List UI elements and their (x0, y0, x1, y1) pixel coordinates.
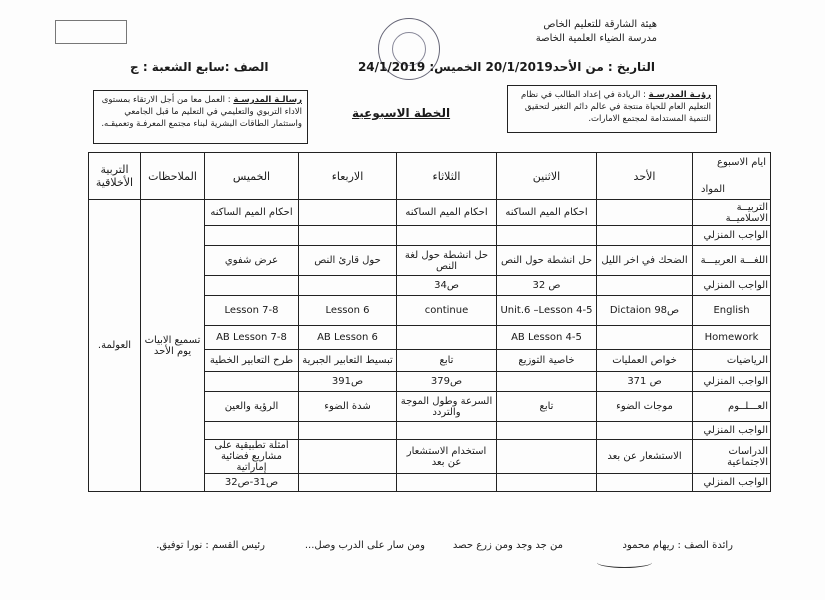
lesson-cell: Lesson 6 (299, 296, 397, 326)
homework-cell (299, 474, 397, 492)
authority-name: هيئة الشارقة للتعليم الخاص (543, 19, 657, 30)
quote-1: من جد وجد ومن زرع حصد (452, 540, 563, 551)
lesson-cell: عرض شفوي (205, 246, 299, 276)
lesson-cell: الرؤية والعين (205, 392, 299, 422)
subject-name: الرياضيات (693, 350, 771, 372)
homework-cell (597, 422, 693, 440)
vision-box (507, 85, 717, 133)
table-row (89, 200, 771, 226)
homework-cell (597, 474, 693, 492)
table-header-row (89, 153, 771, 200)
signature (597, 557, 652, 568)
lesson-cell: حل انشطة حول لغة النص (397, 246, 497, 276)
lesson-cell (299, 200, 397, 226)
homework-cell (397, 326, 497, 350)
homework-cell: ص391 (299, 372, 397, 392)
lesson-cell: تابع (497, 392, 597, 422)
homework-cell (597, 226, 693, 246)
homework-cell: ص379 (397, 372, 497, 392)
homework-label: الواجب المنزلي (693, 276, 771, 296)
lesson-cell: ص98 Dictaion (597, 296, 693, 326)
homework-cell: AB Lesson 7-8 (205, 326, 299, 350)
school-header (536, 18, 657, 46)
homework-cell (397, 226, 497, 246)
day-header: الثلاثاء (397, 153, 497, 200)
subject-name: الدراسات الاجتماعية (693, 440, 771, 474)
quote-2: ومن سار على الدرب وصل... (304, 540, 425, 551)
mission-text: : العمل معا من أجل الارتقاء بمستوى الاداء التربوي والتعليمي في التعليم ما قبل الجامعي واستثمار الطاقات البشرية لبناء مجتمع المعرفـة وتعميقـه. (101, 95, 302, 129)
lesson-cell: حل انشطة حول النص (497, 246, 597, 276)
homework-cell: AB Lesson 4-5 (497, 326, 597, 350)
homework-cell (397, 474, 497, 492)
lesson-cell: أمثلة تطبيقية على مشاريع فضائية إماراتية (205, 440, 299, 474)
homework-cell (397, 422, 497, 440)
mission-label: رسالـة المدرسـة (233, 95, 302, 105)
lesson-cell: خاصية التوزيع (497, 350, 597, 372)
lesson-cell: احكام الميم الساكنه (497, 200, 597, 226)
lesson-cell: السرعة وطول الموجة والتردد (397, 392, 497, 422)
mission-box (93, 90, 308, 144)
homework-label: الواجب المنزلي (693, 226, 771, 246)
department-head: رئيس القسم : نورا توفيق. (156, 540, 265, 551)
lesson-cell: الضحك في اخر الليل (597, 246, 693, 276)
corner-days: ايام الاسبوع (717, 157, 766, 168)
lesson-cell: استخدام الاستشعار عن بعد (397, 440, 497, 474)
lesson-cell: continue (397, 296, 497, 326)
lesson-cell: Lesson 7-8 (205, 296, 299, 326)
lesson-cell (299, 440, 397, 474)
lesson-cell (497, 440, 597, 474)
lesson-cell: شدة الضوء (299, 392, 397, 422)
homework-cell (205, 372, 299, 392)
homework-cell (497, 474, 597, 492)
homework-cell (299, 276, 397, 296)
homework-cell (205, 276, 299, 296)
homework-label: الواجب المنزلي (693, 422, 771, 440)
subject-name: التربيــة الاسلاميــة (693, 200, 771, 226)
vision-label: رؤيـة المدرسـة (648, 90, 711, 100)
homework-cell: ص 32 (497, 276, 597, 296)
lesson-cell: Unit.6 –Lesson 4-5 (497, 296, 597, 326)
homework-cell (205, 226, 299, 246)
vision-text: : الريادة في إعداد الطالب في نظام التعليم العام للحياة منتجة في عالم دائم التغير لتحقيق التنمية المستدامة لمجتمع الامارات. (520, 90, 711, 124)
homework-cell (299, 422, 397, 440)
homework-cell: ص 371 (597, 372, 693, 392)
homework-cell (597, 326, 693, 350)
homework-cell: ص34 (397, 276, 497, 296)
moral-header: التربية الأخلاقية (89, 153, 141, 200)
lesson-cell: تبسيط التعابير الجبرية (299, 350, 397, 372)
lesson-cell: تابع (397, 350, 497, 372)
lesson-cell: حول قارئ النص (299, 246, 397, 276)
homework-cell (497, 226, 597, 246)
lesson-cell (597, 200, 693, 226)
subject-name: English (693, 296, 771, 326)
notes-cell: تسميع الابيات يوم الأحد (141, 200, 205, 492)
weekly-plan-table (88, 152, 771, 492)
page-title: الخطة الاسبوعية (352, 106, 451, 120)
lesson-cell: طرح التعابير الخطية (205, 350, 299, 372)
homework-label: الواجب المنزلي (693, 372, 771, 392)
corner-subjects: المواد (701, 184, 726, 195)
lesson-cell: موجات الضوء (597, 392, 693, 422)
date-range: التاريخ : من الأحد20/1/2019 الخميس: 24/1/2019 (357, 60, 655, 74)
day-header: الاثنين (497, 153, 597, 200)
homework-cell (205, 422, 299, 440)
homework-cell: AB Lesson 6 (299, 326, 397, 350)
class-section: الصف :سابع الشعبة : ج (130, 60, 269, 74)
lesson-cell: احكام الميم الساكنه (205, 200, 299, 226)
class-leader: رائدة الصف : ريهام محمود (622, 540, 733, 551)
moral-cell: العولمة. (89, 200, 141, 492)
authority-logo (55, 20, 127, 44)
homework-cell (299, 226, 397, 246)
lesson-cell: احكام الميم الساكنه (397, 200, 497, 226)
subject-name: اللغـــة العربيـــة (693, 246, 771, 276)
notes-header: الملاحظات (141, 153, 205, 200)
homework-cell (497, 422, 597, 440)
corner-cell (693, 153, 771, 200)
homework-cell (497, 372, 597, 392)
homework-label: الواجب المنزلي (693, 474, 771, 492)
lesson-cell: الاستشعار عن بعد (597, 440, 693, 474)
day-header: الخميس (205, 153, 299, 200)
day-header: الأحد (597, 153, 693, 200)
homework-cell (597, 276, 693, 296)
day-header: الاربعاء (299, 153, 397, 200)
school-name: مدرسة الضياء العلمية الخاصة (535, 33, 657, 44)
homework-label: Homework (693, 326, 771, 350)
lesson-cell: خواص العمليات (597, 350, 693, 372)
homework-cell: ص31-ص32 (205, 474, 299, 492)
subject-name: العـــلــوم (693, 392, 771, 422)
